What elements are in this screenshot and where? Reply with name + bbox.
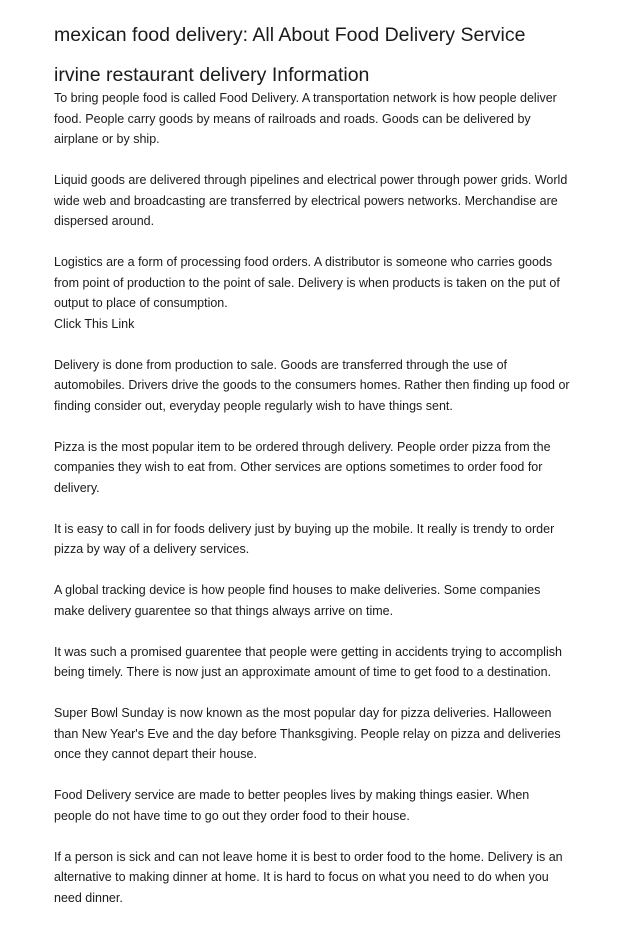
text-line: Logistics are a form of processing food orders. A distributor is someone who carries goods (54, 255, 553, 269)
paragraph (54, 88, 594, 150)
text-line: Super Bowl Sunday is now known as the most popular day for pizza deliveries. Halloween (54, 706, 552, 720)
paragraph (54, 703, 594, 765)
paragraph (54, 437, 594, 499)
paragraph (54, 252, 594, 334)
text-line: To bring people food is called Food Delivery. A transportation network is how people deliver (54, 91, 557, 105)
text-line: companies they wish to eat from. Other services are options sometimes to order food for (54, 460, 543, 474)
paragraph (54, 785, 594, 826)
paragraph (54, 642, 594, 683)
document-page (54, 22, 594, 929)
text-line: output to place of consumption. (54, 296, 228, 310)
text-line: Liquid goods are delivered through pipelines and electrical power through power grids. World (54, 173, 568, 187)
text-line: make delivery guarentee so that things always arrive on time. (54, 603, 394, 618)
paragraph (54, 355, 594, 417)
text-line: airplane or by ship. (54, 132, 160, 146)
document-title: mexican food delivery: All About Food Delivery Service (54, 24, 526, 46)
text-line: wide web and broadcasting are transferred by electrical powers networks. Merchandise are (54, 193, 558, 208)
text-line: Delivery is done from production to sale. Goods are transferred through the use of (54, 357, 508, 372)
document-subtitle: irvine restaurant delivery Information (54, 64, 370, 86)
text-line: dispersed around. (54, 214, 155, 228)
text-line: people do not have time to go out they order food to their house. (54, 808, 410, 823)
paragraph (54, 170, 594, 232)
document-body (54, 88, 594, 908)
text-line: from point of production to the point of sale. Delivery is when products is taken on the put of (54, 275, 560, 290)
click-this-link[interactable]: Click This Link (54, 316, 135, 331)
text-line: A global tracking device is how people find houses to make deliveries. Some companies (54, 583, 541, 597)
text-line: need dinner. (54, 890, 123, 905)
text-line: delivery. (54, 480, 100, 495)
text-line: being timely. There is now just an approximate amount of time to get food to a destination. (54, 665, 552, 679)
text-line: finding consider out, everyday people regularly wish to have things sent. (54, 398, 453, 413)
text-line: Food Delivery service are made to better peoples lives by making things easier. When (54, 788, 530, 802)
text-line: If a person is sick and can not leave home it is best to order food to the home. Delivery is an (54, 849, 563, 864)
text-line: Pizza is the most popular item to be ordered through delivery. People order pizza from the (54, 439, 551, 454)
text-line: once they cannot depart their house. (54, 747, 257, 761)
text-line: food. People carry goods by means of railroads and roads. Goods can be delivered by (54, 111, 531, 126)
paragraph (54, 580, 594, 621)
text-line: automobiles. Drivers drive the goods to the consumers homes. Rather then finding up food or (54, 378, 570, 392)
text-line: It is easy to call in for foods delivery just by buying up the mobile. It really is trendy to order (54, 521, 555, 536)
paragraph (54, 519, 594, 560)
text-line: It was such a promised guarentee that people were getting in accidents trying to accomplish (54, 644, 562, 659)
paragraph (54, 847, 594, 909)
text-line: alternative to making dinner at home. It is hard to focus on what you need to do when you (54, 870, 549, 884)
text-line: than New Year's Eve and the day before Thanksgiving. People relay on pizza and deliveries (54, 726, 561, 741)
text-line: pizza by way of a delivery services. (54, 542, 250, 556)
